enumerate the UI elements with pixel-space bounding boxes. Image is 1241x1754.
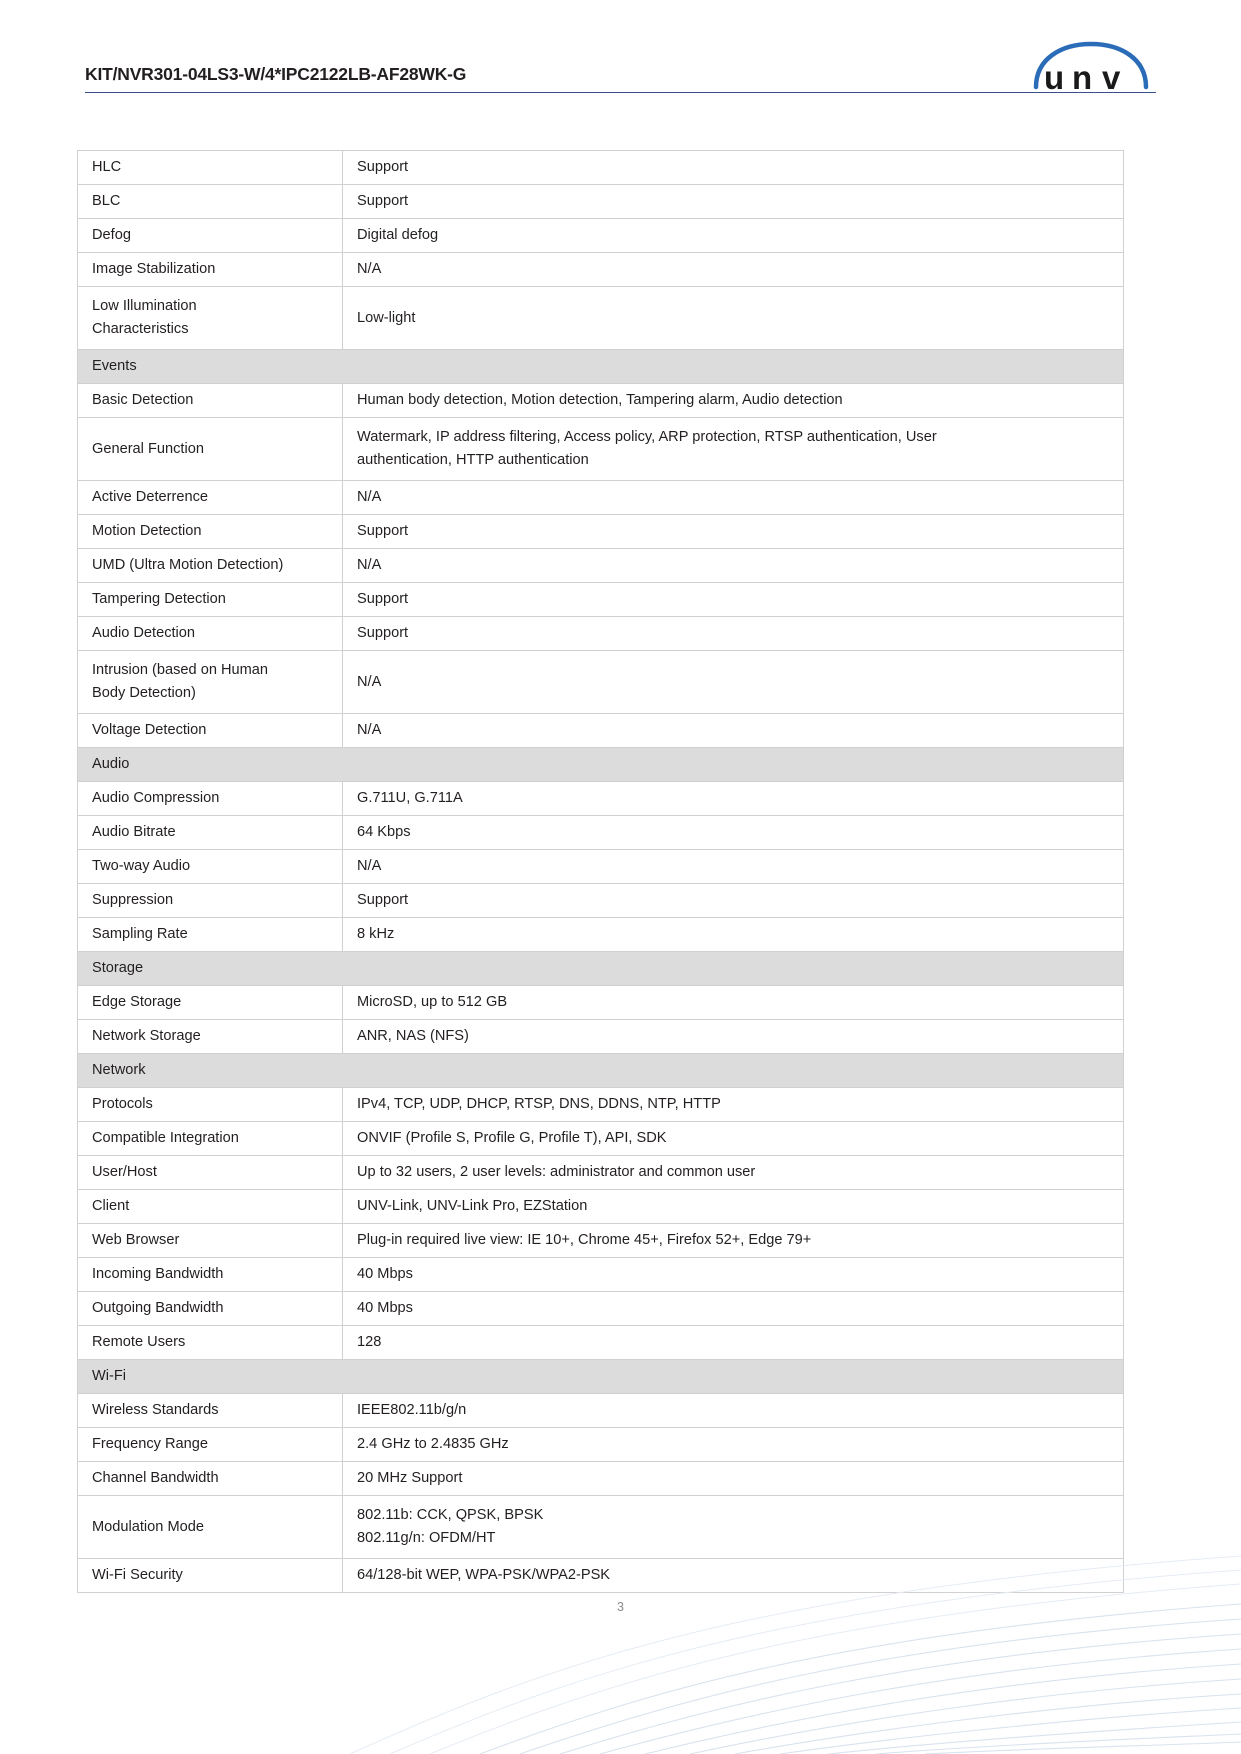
table-row [78,1428,1124,1462]
table-row [78,481,1124,515]
section-header-row [78,1054,1124,1088]
spec-label: Wireless Standards [78,1394,343,1428]
table-row [78,1326,1124,1360]
spec-label: Suppression [78,884,343,918]
section-header-row [78,350,1124,384]
table-row [78,219,1124,253]
table-row [78,253,1124,287]
spec-value: 64/128-bit WEP, WPA-PSK/WPA2-PSK [343,1559,1124,1593]
spec-label: Audio Bitrate [78,816,343,850]
spec-value [343,1496,1124,1559]
spec-value: Low-light [343,287,1124,350]
spec-label: Voltage Detection [78,714,343,748]
table-row [78,1292,1124,1326]
spec-label: BLC [78,185,343,219]
spec-value: 40 Mbps [343,1292,1124,1326]
spec-value: 128 [343,1326,1124,1360]
table-row [78,782,1124,816]
section-header-row [78,1360,1124,1394]
table-row [78,1258,1124,1292]
table-row [78,651,1124,714]
table-row [78,1462,1124,1496]
spec-label: Edge Storage [78,986,343,1020]
spec-label: Tampering Detection [78,583,343,617]
spec-value: 8 kHz [343,918,1124,952]
spec-value: Up to 32 users, 2 user levels: administrator and common user [343,1156,1124,1190]
spec-value-line-1: Watermark, IP address filtering, Access policy, ARP protection, RTSP authentication, User [357,429,937,446]
spec-value: Support [343,151,1124,185]
page-number: 3 [617,1600,624,1614]
spec-label: Remote Users [78,1326,343,1360]
spec-label-line-2: Body Detection) [92,685,196,701]
table-row [78,151,1124,185]
spec-value: Support [343,515,1124,549]
table-row [78,884,1124,918]
table-row [78,549,1124,583]
spec-value-line-2: authentication, HTTP authentication [357,452,589,468]
table-row [78,1496,1124,1559]
section-header-row [78,748,1124,782]
spec-label-line-2: Characteristics [92,321,189,337]
spec-label: Motion Detection [78,515,343,549]
table-row [78,617,1124,651]
table-row [78,714,1124,748]
spec-value: 40 Mbps [343,1258,1124,1292]
spec-value: Support [343,185,1124,219]
spec-value: Support [343,884,1124,918]
spec-value: 2.4 GHz to 2.4835 GHz [343,1428,1124,1462]
spec-label: Protocols [78,1088,343,1122]
header-divider [85,92,1156,93]
spec-value: 64 Kbps [343,816,1124,850]
spec-value: N/A [343,549,1124,583]
spec-label: Incoming Bandwidth [78,1258,343,1292]
spec-label: Active Deterrence [78,481,343,515]
svg-text:u: u [1044,59,1065,96]
table-row [78,1088,1124,1122]
spec-value: Plug-in required live view: IE 10+, Chrome 45+, Firefox 52+, Edge 79+ [343,1224,1124,1258]
spec-label: HLC [78,151,343,185]
specification-table [77,150,1124,1593]
spec-label: Network Storage [78,1020,343,1054]
table-row [78,1020,1124,1054]
table-row [78,850,1124,884]
table-row [78,1559,1124,1593]
table-row [78,418,1124,481]
spec-label: Audio Compression [78,782,343,816]
table-row [78,185,1124,219]
spec-label-line-1: Intrusion (based on Human [92,662,269,679]
spec-label: Image Stabilization [78,253,343,287]
page-header [85,60,1156,108]
spec-label: UMD (Ultra Motion Detection) [78,549,343,583]
section-title: Events [78,350,1124,384]
spec-label: Modulation Mode [78,1496,343,1559]
table-body [78,151,1124,1593]
spec-value: MicroSD, up to 512 GB [343,986,1124,1020]
spec-label: Compatible Integration [78,1122,343,1156]
spec-value: N/A [343,253,1124,287]
spec-value-line-2: 802.11g/n: OFDM/HT [357,1530,496,1546]
spec-label: Defog [78,219,343,253]
table-row [78,1224,1124,1258]
spec-value: IPv4, TCP, UDP, DHCP, RTSP, DNS, DDNS, NTP, HTTP [343,1088,1124,1122]
spec-label: Audio Detection [78,617,343,651]
spec-value: Human body detection, Motion detection, Tampering alarm, Audio detection [343,384,1124,418]
spec-label: Wi-Fi Security [78,1559,343,1593]
spec-value [343,418,1124,481]
section-title: Network [78,1054,1124,1088]
spec-value: Support [343,617,1124,651]
table-row [78,1394,1124,1428]
spec-value: N/A [343,651,1124,714]
spec-label [78,287,343,350]
spec-value-line-1: 802.11b: CCK, QPSK, BPSK [357,1507,544,1524]
spec-value: ANR, NAS (NFS) [343,1020,1124,1054]
svg-text:n: n [1072,59,1093,96]
spec-value: 20 MHz Support [343,1462,1124,1496]
page-title: KIT/NVR301-04LS3-W/4*IPC2122LB-AF28WK-G [85,64,467,84]
section-header-row [78,952,1124,986]
table-row [78,515,1124,549]
section-title: Wi-Fi [78,1360,1124,1394]
table-row [78,1156,1124,1190]
spec-value: UNV-Link, UNV-Link Pro, EZStation [343,1190,1124,1224]
section-title: Storage [78,952,1124,986]
spec-label: User/Host [78,1156,343,1190]
table-row [78,384,1124,418]
table-row [78,583,1124,617]
table-row [78,1122,1124,1156]
spec-value: N/A [343,481,1124,515]
spec-label: Two-way Audio [78,850,343,884]
spec-value: IEEE802.11b/g/n [343,1394,1124,1428]
table-row [78,287,1124,350]
spec-value: N/A [343,850,1124,884]
spec-label-line-1: Low Illumination [92,298,197,315]
spec-value: N/A [343,714,1124,748]
spec-label [78,651,343,714]
table-row [78,986,1124,1020]
spec-label: Sampling Rate [78,918,343,952]
spec-label: Web Browser [78,1224,343,1258]
table-row [78,918,1124,952]
table-row [78,816,1124,850]
spec-label: Channel Bandwidth [78,1462,343,1496]
spec-value: Support [343,583,1124,617]
spec-label: Basic Detection [78,384,343,418]
unv-logo [1026,38,1156,100]
spec-label: Frequency Range [78,1428,343,1462]
spec-label: Outgoing Bandwidth [78,1292,343,1326]
table-row [78,1190,1124,1224]
spec-value: G.711U, G.711A [343,782,1124,816]
spec-label: General Function [78,418,343,481]
section-title: Audio [78,748,1124,782]
spec-label: Client [78,1190,343,1224]
spec-value: ONVIF (Profile S, Profile G, Profile T), API, SDK [343,1122,1124,1156]
spec-value: Digital defog [343,219,1124,253]
svg-text:v: v [1102,59,1121,96]
